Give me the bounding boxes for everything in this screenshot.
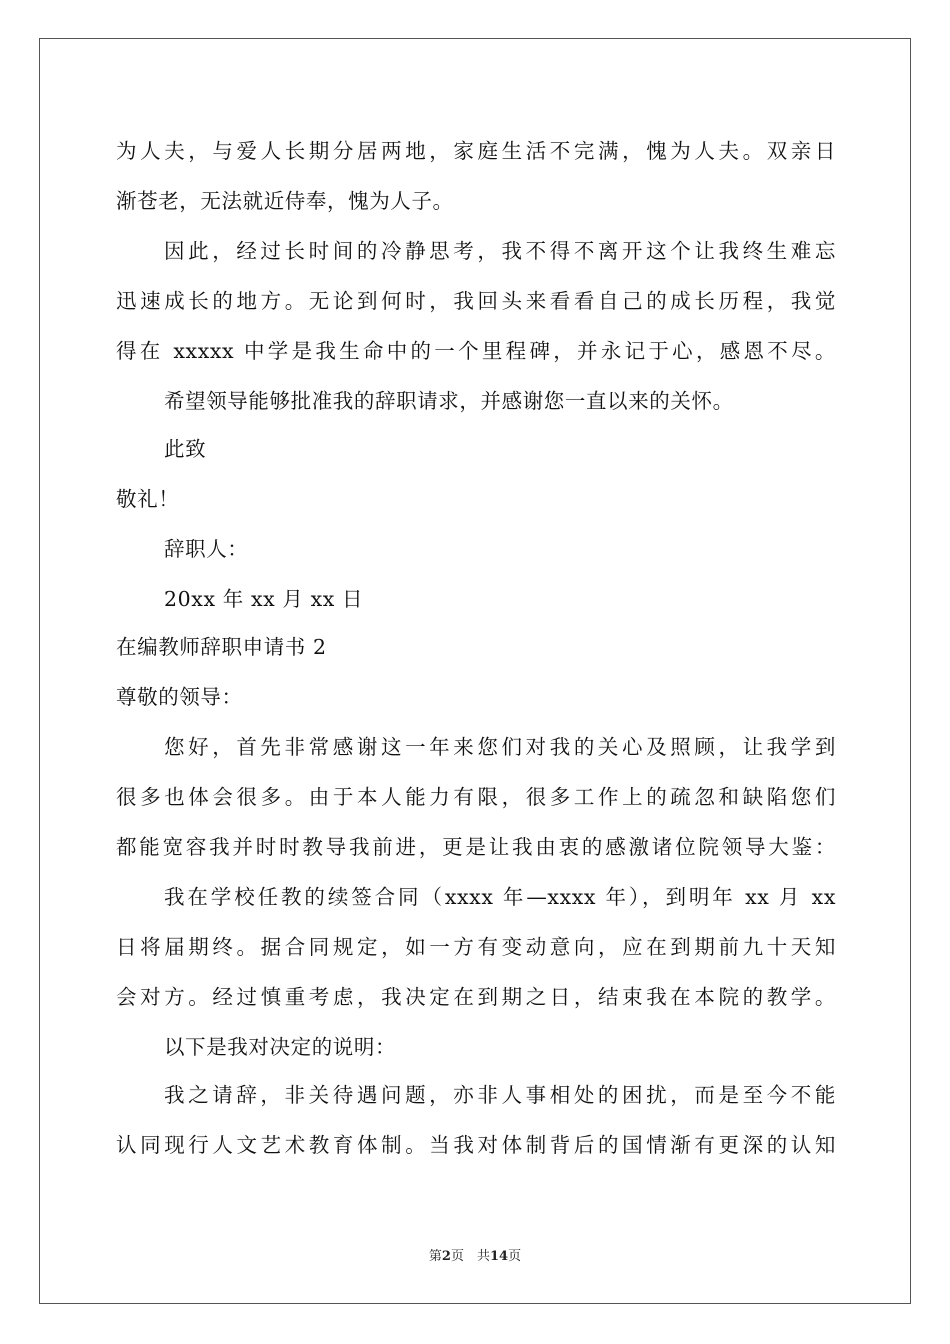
page-prefix: 第 — [428, 1249, 442, 1264]
section-title: 在编教师辞职申请书 2 — [116, 635, 327, 659]
body-line: 很多也体会很多。由于本人能力有限，很多工作上的疏忽和缺陷您们 — [116, 785, 836, 809]
signature-date: 20xx 年 xx 月 xx 日 — [164, 587, 364, 611]
page-current-number: 2 — [441, 1249, 451, 1264]
body-line: 以下是我对决定的说明： — [164, 1035, 397, 1059]
body-line: 日将届期终。据合同规定，如一方有变动意向，应在到期前九十天知 — [116, 935, 836, 959]
page-footer — [0, 1249, 950, 1265]
page-mid: 页 共 — [450, 1249, 490, 1264]
body-line: 您好，首先非常感谢这一年来您们对我的关心及照顾，让我学到 — [164, 735, 836, 759]
body-line: 都能宽容我并时时教导我前进，更是让我由衷的感激诸位院领导大鉴： — [116, 835, 836, 859]
body-line: 因此，经过长时间的冷静思考，我不得不离开这个让我终生难忘 — [164, 239, 836, 263]
body-line: 得在 xxxxx 中学是我生命中的一个里程碑，并永记于心，感恩不尽。 — [116, 339, 836, 363]
body-line: 我在学校任教的续签合同（xxxx 年—xxxx 年），到明年 xx 月 xx — [164, 885, 836, 909]
closing-regards: 敬礼！ — [116, 487, 180, 511]
signature-label: 辞职人： — [164, 537, 249, 561]
closing-salutation: 此致 — [164, 437, 207, 461]
page-border — [39, 38, 911, 1304]
body-line: 会对方。经过慎重考虑，我决定在到期之日，结束我在本院的教学。 — [116, 985, 836, 1009]
body-line: 迅速成长的地方。无论到何时，我回头来看看自己的成长历程，我觉 — [116, 289, 836, 313]
body-line: 为人夫，与爱人长期分居两地，家庭生活不完满，愧为人夫。双亲日 — [116, 139, 836, 163]
body-line: 希望领导能够批准我的辞职请求，并感谢您一直以来的关怀。 — [164, 389, 734, 413]
body-line: 渐苍老，无法就近侍奉，愧为人子。 — [116, 189, 454, 213]
page-suffix: 页 — [508, 1249, 522, 1264]
page-total-number: 14 — [489, 1249, 509, 1264]
body-line: 我之请辞，非关待遇问题，亦非人事相处的困扰，而是至今不能 — [164, 1083, 836, 1107]
letter-greeting: 尊敬的领导： — [116, 685, 243, 709]
body-line: 认同现行人文艺术教育体制。当我对体制背后的国情渐有更深的认知 — [116, 1133, 836, 1157]
